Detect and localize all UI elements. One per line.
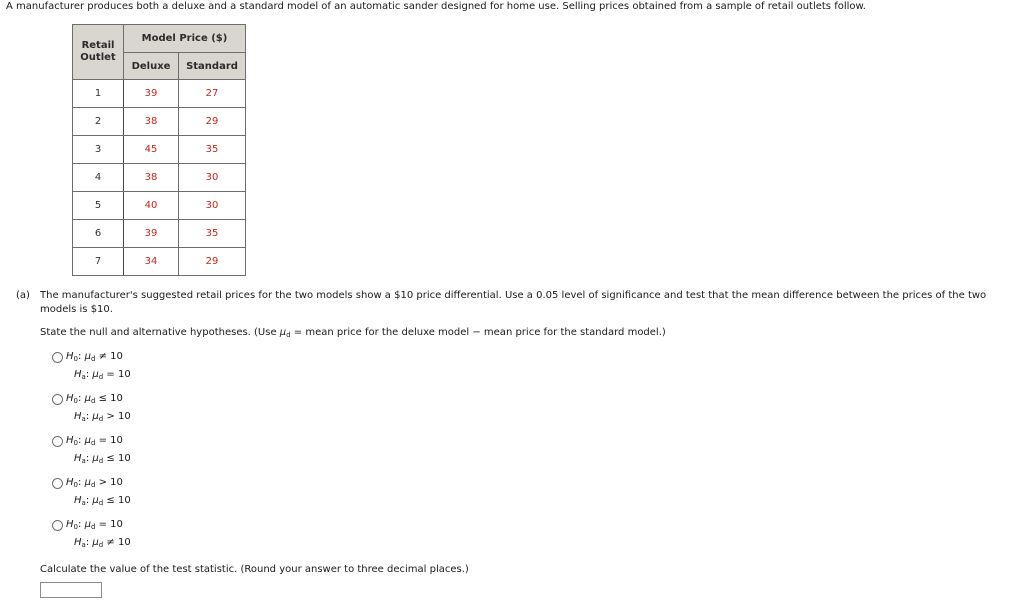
standard-cell: 30 bbox=[179, 164, 246, 192]
mu-symbol: μ bbox=[92, 537, 99, 548]
deluxe-cell: 38 bbox=[124, 108, 179, 136]
retail-header-line2: Outlet bbox=[80, 52, 116, 63]
colon: : bbox=[85, 537, 90, 548]
d-subscript: d bbox=[98, 541, 104, 549]
mu-symbol: μ bbox=[92, 453, 99, 464]
h-symbol: H bbox=[66, 477, 74, 488]
h0-relation: = 10 bbox=[98, 435, 123, 446]
d-subscript: d bbox=[90, 355, 96, 363]
model-price-header: Model Price ($) bbox=[124, 25, 246, 53]
table-row bbox=[73, 108, 246, 136]
outlet-cell: 1 bbox=[73, 80, 124, 108]
hypothesis-option-5[interactable] bbox=[52, 519, 252, 555]
ha-relation: = 10 bbox=[106, 369, 131, 380]
h0-subscript: 0 bbox=[73, 481, 78, 489]
test-statistic-input[interactable] bbox=[40, 582, 102, 598]
null-hypothesis bbox=[66, 351, 123, 365]
hypothesis-option-4[interactable] bbox=[52, 477, 252, 513]
null-hypothesis bbox=[66, 477, 123, 491]
ha-subscript: a bbox=[81, 541, 86, 549]
table-row bbox=[73, 136, 246, 164]
deluxe-cell: 40 bbox=[124, 192, 179, 220]
null-hypothesis bbox=[66, 519, 123, 533]
outlet-cell: 5 bbox=[73, 192, 124, 220]
retail-header-line1: Retail bbox=[81, 40, 115, 51]
h0-relation: = 10 bbox=[98, 519, 123, 530]
ha-subscript: a bbox=[81, 499, 86, 507]
deluxe-cell: 38 bbox=[124, 164, 179, 192]
d-subscript: d bbox=[90, 397, 96, 405]
mu-symbol: μ bbox=[84, 435, 91, 446]
standard-cell: 29 bbox=[179, 108, 246, 136]
hypothesis-option-3[interactable] bbox=[52, 435, 252, 471]
alternative-hypothesis bbox=[74, 537, 131, 551]
radio-button[interactable] bbox=[52, 436, 63, 447]
ha-subscript: a bbox=[81, 415, 86, 423]
mu-symbol: μ bbox=[84, 351, 91, 362]
mu-symbol: μ bbox=[84, 477, 91, 488]
retail-outlet-header bbox=[73, 25, 124, 80]
radio-button[interactable] bbox=[52, 478, 63, 489]
h-symbol: H bbox=[66, 351, 74, 362]
hypotheses-instruction bbox=[40, 327, 666, 339]
ha-subscript: a bbox=[81, 373, 86, 381]
mu-symbol: μ bbox=[84, 519, 91, 530]
h-symbol: H bbox=[74, 411, 82, 422]
problem-intro: A manufacturer produces both a deluxe and a standard model of an automatic sander designed for home use. Selling prices obtained from a sample of retail outlets follow. bbox=[6, 1, 866, 12]
instruction-suffix: = mean price for the deluxe model − mean price for the standard model.) bbox=[290, 327, 666, 338]
h-symbol: H bbox=[66, 435, 74, 446]
h-symbol: H bbox=[66, 393, 74, 404]
ha-subscript: a bbox=[81, 457, 86, 465]
colon: : bbox=[78, 351, 82, 362]
colon: : bbox=[78, 435, 82, 446]
deluxe-cell: 39 bbox=[124, 220, 179, 248]
deluxe-cell: 34 bbox=[124, 248, 179, 276]
h0-subscript: 0 bbox=[73, 397, 78, 405]
test-statistic-prompt: Calculate the value of the test statistic. (Round your answer to three decimal places.) bbox=[40, 564, 469, 575]
colon: : bbox=[78, 393, 82, 404]
h-symbol: H bbox=[74, 369, 82, 380]
radio-button[interactable] bbox=[52, 394, 63, 405]
colon: : bbox=[85, 453, 90, 464]
outlet-cell: 6 bbox=[73, 220, 124, 248]
h-symbol: H bbox=[66, 519, 74, 530]
h-symbol: H bbox=[74, 537, 82, 548]
table-row bbox=[73, 192, 246, 220]
outlet-cell: 3 bbox=[73, 136, 124, 164]
d-subscript: d bbox=[98, 415, 104, 423]
alternative-hypothesis bbox=[74, 495, 131, 509]
table-row bbox=[73, 164, 246, 192]
d-subscript: d bbox=[90, 523, 96, 531]
h-symbol: H bbox=[74, 453, 82, 464]
standard-cell: 35 bbox=[179, 136, 246, 164]
colon: : bbox=[85, 495, 90, 506]
table-row bbox=[73, 80, 246, 108]
h-symbol: H bbox=[74, 495, 82, 506]
outlet-cell: 4 bbox=[73, 164, 124, 192]
instruction-prefix: State the null and alternative hypotheses. (Use bbox=[40, 327, 280, 338]
d-subscript: d bbox=[98, 499, 104, 507]
table-row bbox=[73, 220, 246, 248]
outlet-cell: 7 bbox=[73, 248, 124, 276]
standard-header: Standard bbox=[179, 53, 246, 80]
null-hypothesis bbox=[66, 393, 123, 407]
deluxe-header: Deluxe bbox=[124, 53, 179, 80]
d-subscript: d bbox=[98, 373, 104, 381]
part-a-text: The manufacturer's suggested retail prices for the two models show a $10 price differential. Use a 0.05 level of significance and test that the mean difference between the prices of the two models is $10. bbox=[40, 290, 987, 315]
ha-relation: ≠ 10 bbox=[106, 537, 131, 548]
standard-cell: 35 bbox=[179, 220, 246, 248]
h0-subscript: 0 bbox=[73, 523, 78, 531]
h0-subscript: 0 bbox=[73, 439, 78, 447]
mu-symbol: μ bbox=[92, 411, 99, 422]
radio-button[interactable] bbox=[52, 520, 63, 531]
hypothesis-option-2[interactable] bbox=[52, 393, 252, 429]
part-a-label: (a) bbox=[16, 290, 30, 301]
h0-relation: > 10 bbox=[98, 477, 123, 488]
alternative-hypothesis bbox=[74, 453, 131, 467]
standard-cell: 30 bbox=[179, 192, 246, 220]
mu-symbol: μ bbox=[84, 393, 91, 404]
alternative-hypothesis bbox=[74, 369, 131, 383]
d-subscript: d bbox=[90, 439, 96, 447]
mu-symbol: μ bbox=[92, 369, 99, 380]
outlet-cell: 2 bbox=[73, 108, 124, 136]
standard-cell: 29 bbox=[179, 248, 246, 276]
mu-symbol: μ bbox=[279, 327, 287, 338]
ha-relation: ≤ 10 bbox=[106, 453, 131, 464]
colon: : bbox=[78, 519, 82, 530]
ha-relation: ≤ 10 bbox=[106, 495, 131, 506]
d-subscript: d bbox=[286, 331, 291, 339]
deluxe-cell: 39 bbox=[124, 80, 179, 108]
table-row bbox=[73, 248, 246, 276]
d-subscript: d bbox=[90, 481, 96, 489]
h0-relation: ≤ 10 bbox=[98, 393, 123, 404]
colon: : bbox=[85, 411, 90, 422]
deluxe-cell: 45 bbox=[124, 136, 179, 164]
h0-relation: ≠ 10 bbox=[98, 351, 123, 362]
ha-relation: > 10 bbox=[106, 411, 131, 422]
mu-symbol: μ bbox=[92, 495, 99, 506]
standard-cell: 27 bbox=[179, 80, 246, 108]
alternative-hypothesis bbox=[74, 411, 131, 425]
price-table bbox=[72, 24, 246, 276]
radio-button[interactable] bbox=[52, 352, 63, 363]
null-hypothesis bbox=[66, 435, 123, 449]
hypothesis-option-1[interactable] bbox=[52, 351, 252, 387]
colon: : bbox=[78, 477, 82, 488]
colon: : bbox=[85, 369, 90, 380]
d-subscript: d bbox=[98, 457, 104, 465]
h0-subscript: 0 bbox=[73, 355, 78, 363]
